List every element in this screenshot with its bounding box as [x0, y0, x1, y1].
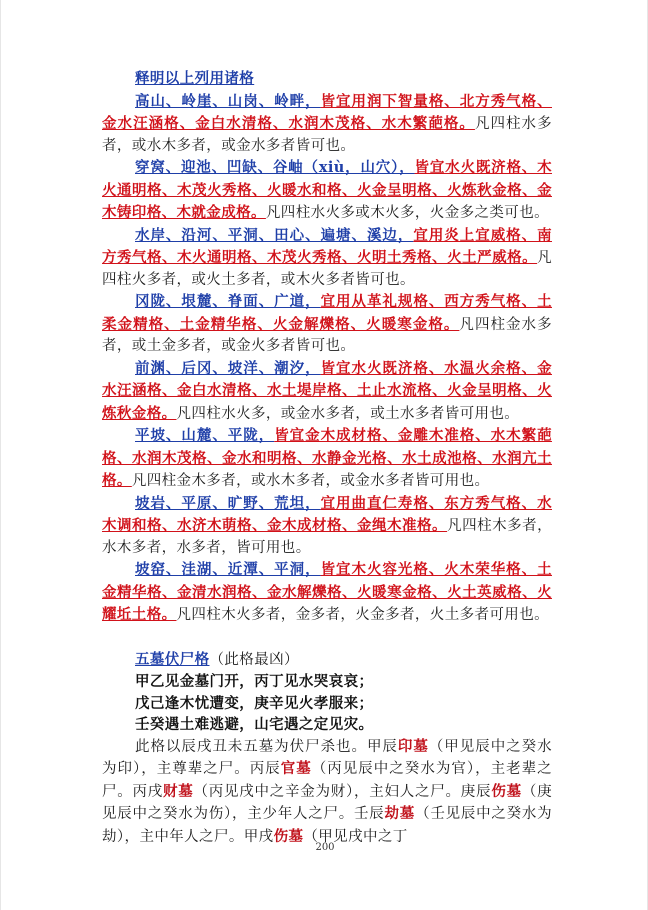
page-number: 200	[315, 842, 335, 853]
term-highlight: 劫墓	[384, 805, 416, 822]
paragraph-text: 凡四柱水火多或木火多，火金多之类可也。	[265, 205, 550, 221]
paragraph-abyss	[102, 358, 552, 426]
paragraph-explanation	[102, 736, 552, 849]
terrain-heading: 坡岩、平原、旷野、荒坦，	[135, 494, 321, 512]
poem-line: 甲乙见金墓门开，丙丁见水哭哀哀；	[135, 673, 374, 690]
terrain-heading: 坡窑、洼湖、近潭、平洞，	[135, 561, 321, 578]
pattern-list: 皆宜水火既济格、木火通明格、木茂火秀格、火暖水和格、火金呈明格、火炼秋金格、金木铸印格、木就金成格。	[102, 159, 552, 221]
pattern-list: 皆宜水火既济格、水温火余格、金水汪涵格、金白水清格、水土堤岸格、土止水流格、火金呈明格、火炼秋金格。	[102, 359, 552, 422]
paragraph-text: 凡四柱金水多者，或土金多者，或金火多者皆可也。	[102, 316, 553, 354]
terrain-heading: 冈陇、垠麓、脊面、广道，	[135, 293, 321, 310]
paragraph-text: 凡四柱木火多者，金多者，火金多者，火土多者可用也。	[176, 607, 549, 623]
term-highlight: 印墓	[397, 737, 429, 755]
paragraph-slope	[102, 425, 552, 493]
paragraph-waterside	[102, 225, 552, 292]
paragraph-text: 凡四柱火多者，或火土多者，或木火多者皆可也。	[102, 250, 552, 288]
pattern-list: 皆宜金木成材格、金雕木准格、水木繁葩格、水润木茂格、金水和明格、水静金光格、水土成池格、水润亢土格。	[102, 427, 552, 489]
paragraph-text: （甲见辰中之癸水为印），主尊辈之尸。丙辰	[102, 738, 552, 777]
section-title-text: 释明以上列用诸格	[135, 70, 255, 87]
paragraph-text: 凡四柱木多者，水木多者，水多者，皆可用也。	[102, 518, 552, 556]
terrain-heading: 穿窝、迎池、凹缺、谷岫（xiù，山穴），	[135, 159, 415, 176]
pattern-list: 宜用炎上宜威格、南方秀气格、木火通明格、木茂火秀格、火明土秀格、火土严威格。	[102, 226, 552, 266]
paragraph-text: （壬见辰中之癸水为劫），主中年人之尸。甲戌	[102, 806, 552, 845]
pattern-list: 宜用曲直仁寿格、东方秀气格、水木调和格、水济木萌格、金木成材格、金绳木准格。	[102, 494, 552, 534]
section-gap	[102, 627, 552, 649]
paragraph-text: 此格以辰戌丑未五墓为伏尸杀也。甲辰	[135, 738, 398, 755]
paragraph-text: （甲见戌中之丁	[303, 828, 408, 845]
term-highlight: 伤墓	[273, 827, 304, 845]
paragraph-text: （庚见辰中之癸水为伤），主少年人之尸。壬辰	[102, 783, 552, 822]
section-title-text: 五墓伏尸格	[135, 650, 210, 668]
paragraph-cave	[102, 157, 552, 225]
paragraph-ridge	[102, 291, 552, 358]
terrain-heading: 前渊、后冈、坡洋、潮汐，	[135, 359, 321, 377]
term-highlight: 官墓	[280, 760, 312, 777]
paragraph-lake	[102, 559, 552, 627]
page-content	[102, 68, 552, 848]
term-highlight: 财墓	[163, 782, 194, 800]
paragraph-text: 凡四柱水火多，或金水多者，或土水多者皆可用也。	[176, 405, 520, 422]
pattern-list: 宜用从革礼规格、西方秀气格、土柔金精格、土金精华格、火金解爍格、火暖寒金格。	[102, 293, 552, 333]
poem-line: 壬癸遇土难逃避，山宅遇之定见灾。	[135, 716, 374, 733]
pattern-list: 皆宜木火容光格、火木荣华格、土金精华格、金清水润格、金水解爍格、火暖寒金格、火土英威格、火耀坵土格。	[102, 561, 552, 623]
terrain-heading: 平坡、山麓、平陇，	[135, 427, 275, 444]
section-note: （此格最凶）	[209, 651, 299, 668]
paragraph-mountain	[102, 91, 552, 158]
paragraph-text: （丙见戌中之辛金为财），主妇人之尸。庚辰	[193, 783, 492, 800]
pattern-list: 皆宜用润下智量格、北方秀气格、金水汪涵格、金白水清格、水润木茂格、水木繁葩格。	[102, 92, 552, 132]
paragraph-text: （丙见辰中之癸水为官），主老辈之尸。丙戌	[102, 761, 552, 800]
paragraph-plain	[102, 493, 552, 560]
section-title-wumu	[102, 649, 552, 672]
section-title	[102, 68, 552, 91]
term-highlight: 伤墓	[491, 782, 522, 800]
poem-line: 戊己逢木忧遭变，庚辛见火孝服来；	[135, 694, 374, 712]
paragraph-text: 凡四柱金木多者，或水木多者，或金水多者皆可用也。	[131, 473, 490, 489]
terrain-heading: 高山、岭崖、山岗、岭畔，	[135, 92, 321, 110]
terrain-heading: 水岸、沿河、平洞、田心、遍塘、溪边，	[135, 226, 414, 244]
paragraph-text: 凡四柱水多者，或水木多者，或金水多者皆可也。	[102, 116, 552, 154]
